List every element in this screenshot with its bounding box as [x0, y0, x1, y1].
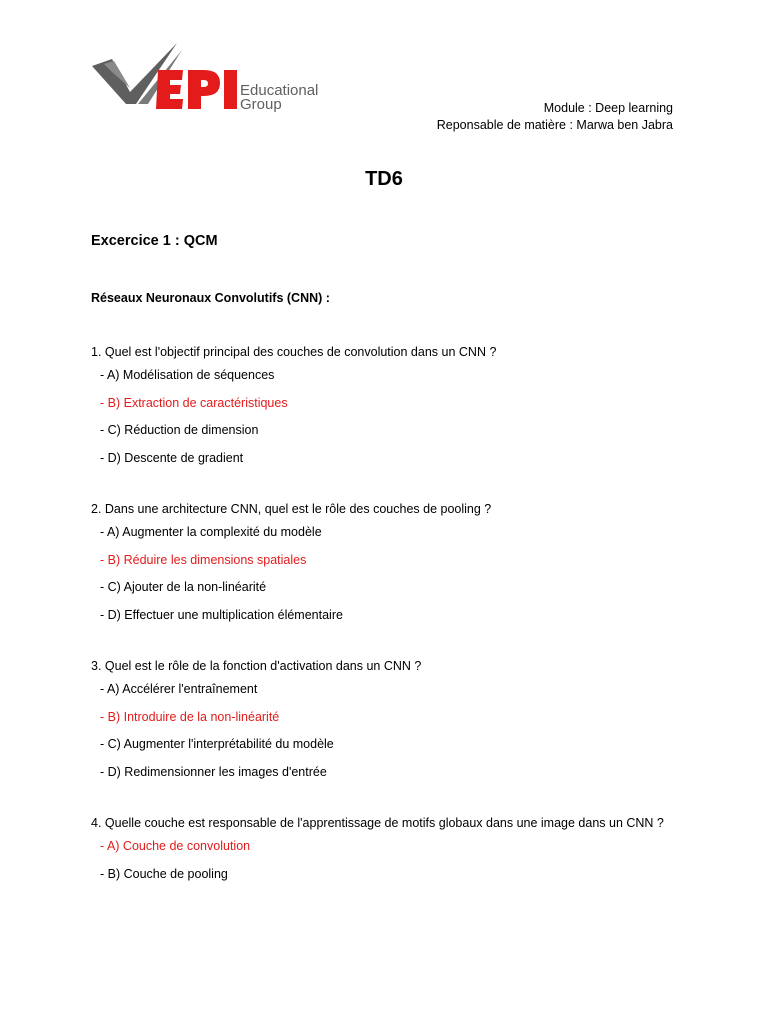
answer-option: - A) Augmenter la complexité du modèle [100, 525, 322, 539]
page-title: TD6 [365, 168, 403, 190]
question-text: 3. Quel est le rôle de la fonction d'activation dans un CNN ? [91, 659, 422, 673]
question-text: 2. Dans une architecture CNN, quel est le rôle des couches de pooling ? [91, 502, 492, 516]
answer-option-correct: - B) Extraction de caractéristiques [100, 395, 288, 410]
logo-letter-p [188, 70, 220, 109]
question-2 [91, 501, 681, 634]
logo-subtext-group: Group [240, 96, 282, 113]
answer-option: - D) Effectuer une multiplication élémentaire [100, 607, 343, 622]
answer-option-correct: - A) Couche de convolution [100, 839, 251, 853]
answer-option-correct: - B) Réduire les dimensions spatiales [100, 552, 307, 567]
answer-option: - C) Ajouter de la non-linéarité [100, 580, 267, 594]
question-list [91, 344, 681, 917]
answer-option: - C) Réduction de dimension [100, 423, 259, 437]
epi-logo [90, 40, 340, 116]
logo-letter-e [156, 70, 183, 109]
answer-option: - D) Redimensionner les images d'entrée [100, 764, 327, 779]
question-text: 4. Quelle couche est responsable de l'apprentissage de motifs globaux dans une image dans un CNN ? [91, 816, 664, 830]
question-text: 1. Quel est l'objectif principal des couches de convolution dans un CNN ? [91, 345, 497, 359]
section-title: Réseaux Neuronaux Convolutifs (CNN) : [91, 291, 330, 305]
logo-letter-i [224, 70, 237, 109]
responsible-label: Reponsable de matière : Marwa ben Jabra [436, 117, 673, 132]
module-label: Module : Deep learning [543, 101, 673, 115]
answer-option: - A) Modélisation de séquences [100, 368, 275, 382]
question-3 [91, 658, 681, 791]
answer-option: - C) Augmenter l'interprétabilité du modèle [100, 737, 334, 751]
question-4 [91, 815, 681, 893]
answer-option: - A) Accélérer l'entraînement [100, 682, 258, 696]
answer-option-correct: - B) Introduire de la non-linéarité [100, 709, 280, 724]
answer-option: - B) Couche de pooling [100, 866, 228, 881]
answer-option: - D) Descente de gradient [100, 450, 244, 465]
epi-logo-graphic [90, 40, 340, 116]
exercise-title: Excercice 1 : QCM [91, 233, 218, 249]
logo-subtext-educational: Educational [240, 82, 319, 99]
header-info [437, 100, 673, 133]
question-1 [91, 344, 681, 477]
